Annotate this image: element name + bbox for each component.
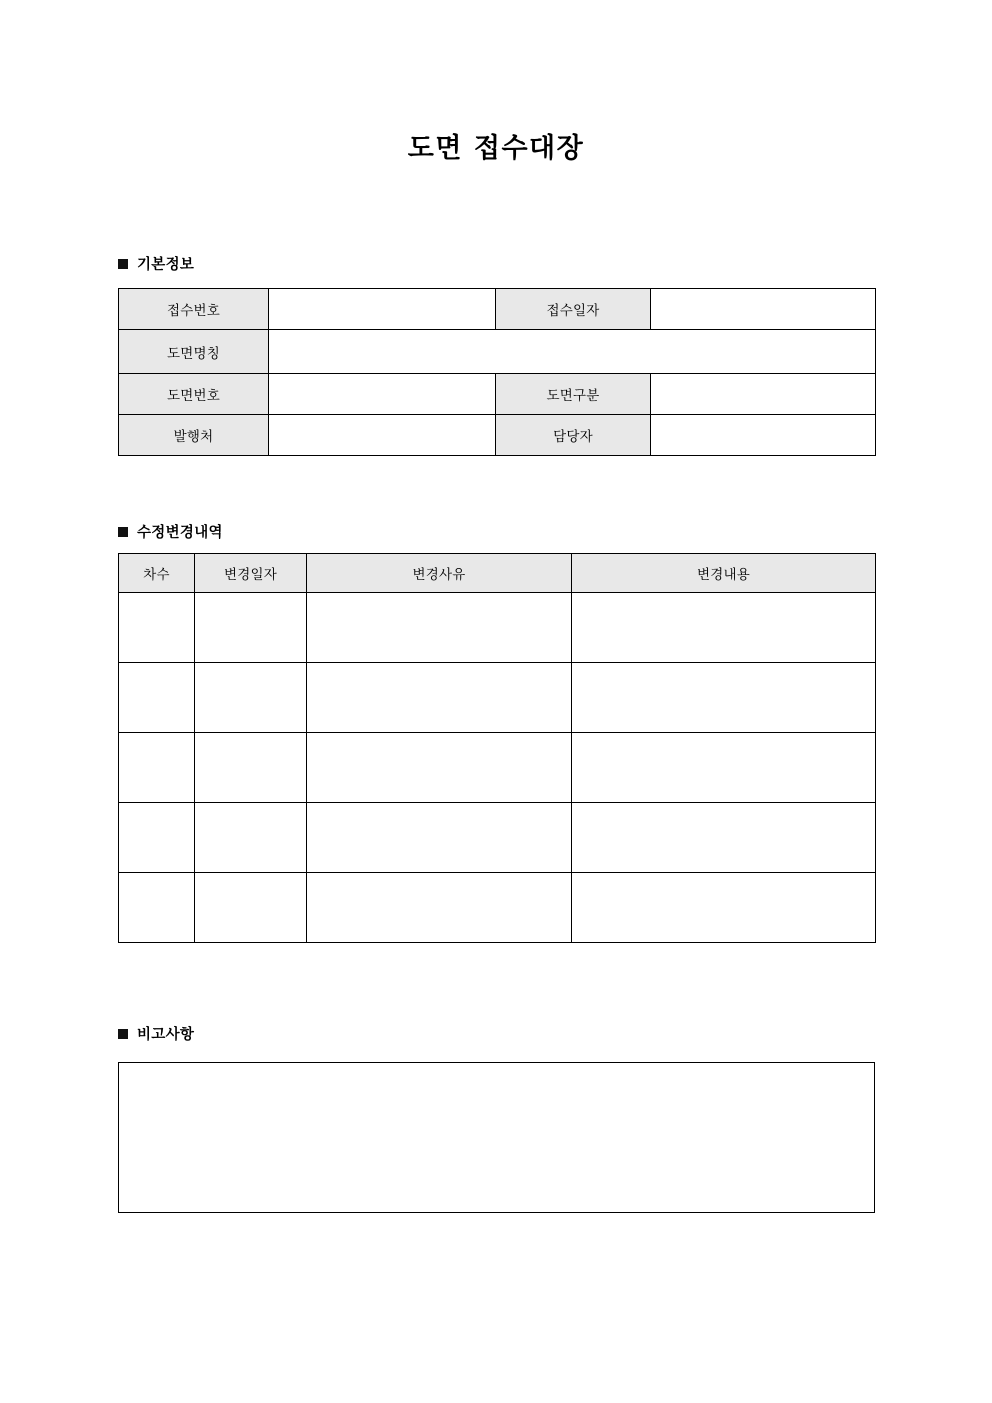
label-receipt-date: 접수일자 (496, 289, 651, 330)
cell-change-content[interactable] (572, 873, 876, 943)
cell-change-date[interactable] (195, 733, 307, 803)
column-header-change-reason: 변경사유 (307, 554, 572, 593)
cell-change-reason[interactable] (307, 873, 572, 943)
table-row (119, 663, 876, 733)
cell-change-content[interactable] (572, 733, 876, 803)
cell-change-date[interactable] (195, 593, 307, 663)
cell-change-content[interactable] (572, 803, 876, 873)
field-receipt-date[interactable] (651, 289, 876, 330)
basic-info-table (118, 288, 876, 456)
field-receipt-number[interactable] (269, 289, 496, 330)
column-header-change-content: 변경내용 (572, 554, 876, 593)
column-header-revision-no: 차수 (119, 554, 195, 593)
section-heading-revision-history (118, 521, 223, 542)
section-heading-basic-info (118, 253, 194, 274)
table-row (119, 374, 876, 415)
table-row (119, 803, 876, 873)
label-issuer: 발행처 (119, 415, 269, 456)
cell-change-content[interactable] (572, 593, 876, 663)
cell-revision-no[interactable] (119, 873, 195, 943)
section-heading-remarks (118, 1023, 194, 1044)
table-row (119, 289, 876, 330)
cell-revision-no[interactable] (119, 733, 195, 803)
cell-revision-no[interactable] (119, 803, 195, 873)
cell-revision-no[interactable] (119, 663, 195, 733)
table-row (119, 415, 876, 456)
column-header-change-date: 변경일자 (195, 554, 307, 593)
label-drawing-number: 도면번호 (119, 374, 269, 415)
table-row (119, 733, 876, 803)
field-drawing-category[interactable] (651, 374, 876, 415)
table-row (119, 330, 876, 374)
cell-change-date[interactable] (195, 873, 307, 943)
cell-change-reason[interactable] (307, 803, 572, 873)
square-bullet-icon (118, 1029, 128, 1039)
table-header-row (119, 554, 876, 593)
cell-change-reason[interactable] (307, 593, 572, 663)
cell-change-date[interactable] (195, 663, 307, 733)
cell-change-date[interactable] (195, 803, 307, 873)
remarks-text[interactable] (119, 1063, 874, 1089)
square-bullet-icon (118, 527, 128, 537)
remarks-box[interactable] (118, 1062, 875, 1213)
cell-change-reason[interactable] (307, 663, 572, 733)
revision-history-table (118, 553, 876, 943)
page-title: 도면 접수대장 (407, 133, 585, 164)
cell-revision-no[interactable] (119, 593, 195, 663)
section-heading-label: 수정변경내역 (137, 525, 223, 541)
label-drawing-category: 도면구분 (496, 374, 651, 415)
cell-change-content[interactable] (572, 663, 876, 733)
section-heading-label: 기본정보 (137, 257, 195, 273)
label-receipt-number: 접수번호 (119, 289, 269, 330)
label-person-in-charge: 담당자 (496, 415, 651, 456)
label-drawing-name: 도면명칭 (119, 330, 269, 374)
field-person-in-charge[interactable] (651, 415, 876, 456)
cell-change-reason[interactable] (307, 733, 572, 803)
field-drawing-name[interactable] (269, 330, 876, 374)
section-heading-label: 비고사항 (137, 1027, 195, 1043)
table-row (119, 593, 876, 663)
square-bullet-icon (118, 259, 128, 269)
field-issuer[interactable] (269, 415, 496, 456)
table-row (119, 873, 876, 943)
field-drawing-number[interactable] (269, 374, 496, 415)
